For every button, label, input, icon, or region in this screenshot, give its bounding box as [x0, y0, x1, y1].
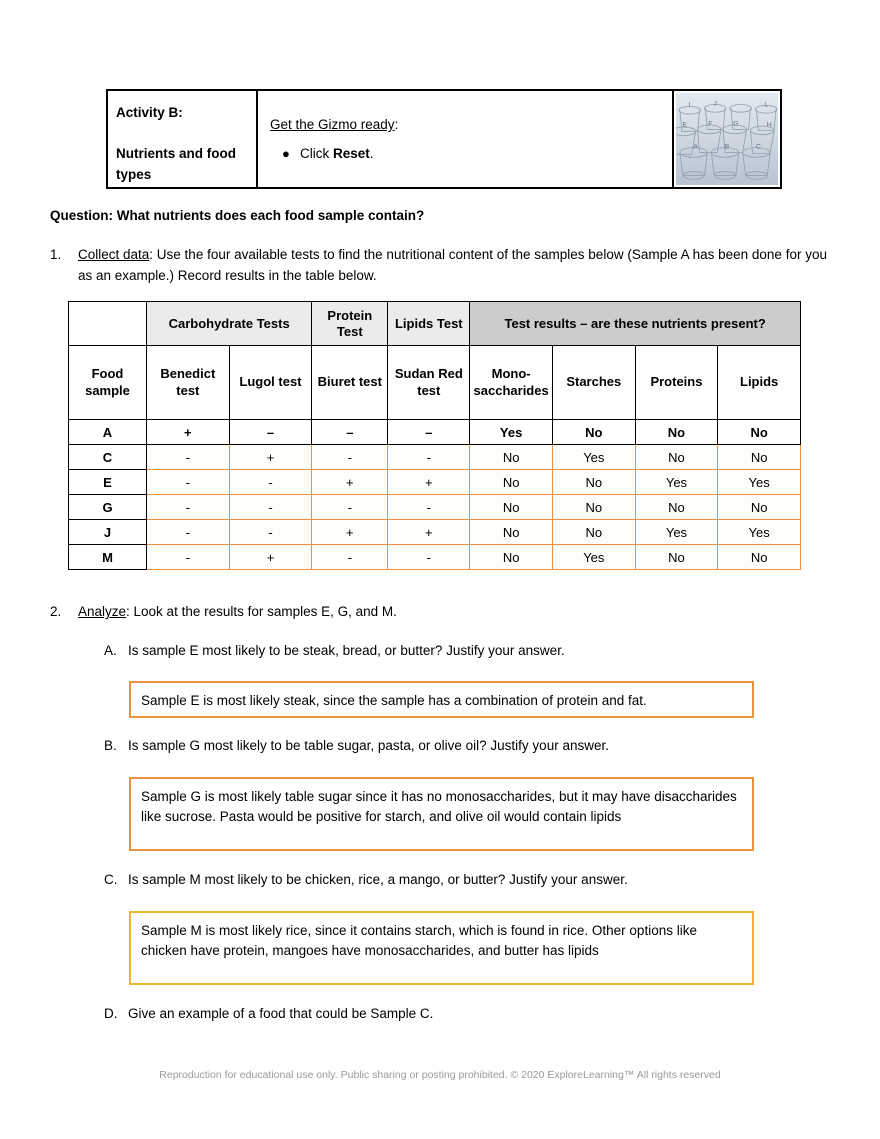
sub-question-c-letter: C. — [104, 872, 118, 887]
cell-sudan-red[interactable]: - — [388, 545, 470, 570]
cell-starches[interactable]: No — [552, 495, 635, 520]
svg-text:I: I — [688, 101, 691, 109]
cell-proteins[interactable]: Yes — [635, 520, 718, 545]
beakers-photo — [676, 93, 778, 185]
cell-biuret[interactable]: - — [312, 445, 388, 470]
sub-question-a-letter: A. — [104, 643, 117, 658]
sub-question-b-prompt: Is sample G most likely to be table sugar, pasta, or olive oil? Justify your answer. — [128, 738, 609, 753]
reset-instruction-prefix: Click — [300, 146, 333, 161]
row-sample-label: G — [69, 495, 147, 520]
sub-question-d-letter: D. — [104, 1006, 118, 1021]
cell-benedict: + — [147, 420, 230, 445]
svg-text:B: B — [724, 143, 730, 151]
column-header-monosaccharides: Mono- saccharides — [470, 346, 553, 420]
answer-box-b[interactable]: Sample G is most likely table sugar since it has no monosaccharides, but it may have disaccharides like sucrose. Pasta would be positive for starch, and olive oil would contain lipids — [129, 777, 754, 851]
collect-data-number: 1. — [50, 247, 62, 262]
cell-monosaccharides[interactable]: No — [470, 545, 553, 570]
analyze-label: Analyze — [78, 604, 127, 619]
question-heading: Question: What nutrients does each food sample contain? — [50, 208, 425, 223]
cell-lugol[interactable]: - — [229, 520, 312, 545]
group-header-blank — [69, 302, 147, 346]
gizmo-thumbnail-cell — [672, 91, 780, 187]
cell-monosaccharides[interactable]: No — [470, 470, 553, 495]
cell-benedict[interactable]: - — [147, 520, 230, 545]
cell-lipids[interactable]: No — [718, 545, 801, 570]
group-header-protein: Protein Test — [312, 302, 388, 346]
table-row — [69, 545, 801, 570]
nutrient-results-table — [68, 301, 801, 570]
group-header-lipids: Lipids Test — [388, 302, 470, 346]
cell-sudan-red[interactable]: - — [388, 445, 470, 470]
cell-lugol[interactable]: - — [229, 470, 312, 495]
cell-sudan-red[interactable]: + — [388, 470, 470, 495]
cell-sudan-red[interactable]: - — [388, 495, 470, 520]
activity-label: Activity B: — [116, 105, 183, 120]
cell-lugol[interactable]: - — [229, 495, 312, 520]
table-column-header-row — [69, 346, 801, 420]
group-header-carbohydrate: Carbohydrate Tests — [147, 302, 312, 346]
reset-instruction-suffix: . — [369, 146, 374, 161]
column-header-lipids: Lipids — [718, 346, 801, 420]
activity-header-box — [106, 89, 782, 189]
svg-text:H: H — [766, 121, 772, 129]
svg-text:C: C — [755, 143, 761, 151]
cell-benedict[interactable]: - — [147, 445, 230, 470]
sub-question-c — [104, 872, 804, 887]
column-header-benedict-test: Benedict test — [147, 346, 230, 420]
cell-sudan-red[interactable]: + — [388, 520, 470, 545]
cell-lipids[interactable]: No — [718, 445, 801, 470]
cell-sudan-red: – — [388, 420, 470, 445]
analyze-number: 2. — [50, 604, 62, 619]
cell-biuret[interactable]: - — [312, 495, 388, 520]
get-gizmo-ready-colon: : — [394, 117, 399, 132]
sub-question-a-prompt: Is sample E most likely to be steak, bread, or butter? Justify your answer. — [128, 643, 565, 658]
column-header-biuret-test: Biuret test — [312, 346, 388, 420]
row-sample-label: C — [69, 445, 147, 470]
table-row — [69, 420, 801, 445]
table-row — [69, 495, 801, 520]
activity-subject: Nutrients and food types — [116, 145, 236, 182]
column-header-food-sample: Food sample — [69, 346, 147, 420]
svg-text:J: J — [713, 100, 717, 108]
answer-box-c[interactable]: Sample M is most likely rice, since it contains starch, which is found in rice. Other options like chicken have protein, mangoes have monosaccharides, and butter has lipids — [129, 911, 754, 985]
svg-text:G: G — [733, 120, 739, 128]
svg-text:A: A — [693, 143, 698, 151]
sub-question-b-letter: B. — [104, 738, 117, 753]
cell-monosaccharides[interactable]: No — [470, 520, 553, 545]
cell-monosaccharides: Yes — [470, 420, 553, 445]
row-sample-label: E — [69, 470, 147, 495]
cell-proteins[interactable]: No — [635, 545, 718, 570]
row-sample-label: A — [69, 420, 147, 445]
reset-button-name: Reset — [333, 146, 370, 161]
beakers-illustration — [676, 93, 778, 185]
cell-lipids[interactable]: Yes — [718, 470, 801, 495]
collect-data-text: : Use the four available tests to find the nutritional content of the samples below (Sample A has been done for you as an example.) Record results in the table below. — [78, 247, 827, 283]
cell-proteins[interactable]: No — [635, 445, 718, 470]
cell-benedict[interactable]: - — [147, 495, 230, 520]
cell-biuret: – — [312, 420, 388, 445]
cell-starches: No — [552, 420, 635, 445]
svg-text:E: E — [682, 121, 688, 129]
cell-benedict[interactable]: - — [147, 470, 230, 495]
row-sample-label: M — [69, 545, 147, 570]
cell-lugol[interactable]: + — [229, 545, 312, 570]
answer-box-a[interactable]: Sample E is most likely steak, since the sample has a combination of protein and fat. — [129, 681, 754, 718]
cell-starches[interactable]: Yes — [552, 445, 635, 470]
get-gizmo-ready-line — [270, 117, 672, 132]
cell-lugol: – — [229, 420, 312, 445]
cell-lipids: No — [718, 420, 801, 445]
collect-data-body — [78, 245, 840, 287]
cell-proteins[interactable]: Yes — [635, 470, 718, 495]
activity-title-cell — [108, 91, 258, 187]
svg-text:F: F — [708, 120, 713, 128]
column-header-starches: Starches — [552, 346, 635, 420]
group-header-test-results: Test results – are these nutrients present? — [470, 302, 801, 346]
cell-proteins: No — [635, 420, 718, 445]
cell-monosaccharides[interactable]: No — [470, 445, 553, 470]
table-row — [69, 445, 801, 470]
copyright-footer: Reproduction for educational use only. Public sharing or posting prohibited. © 2020 ExploreLearning™ All rights reserved — [159, 1069, 721, 1081]
bullet-icon: ● — [282, 146, 290, 161]
analyze-text: : Look at the results for samples E, G, and M. — [126, 604, 397, 619]
cell-lugol[interactable]: + — [229, 445, 312, 470]
sub-question-b — [104, 738, 804, 753]
table-row — [69, 470, 801, 495]
collect-data-label: Collect data — [78, 247, 150, 262]
cell-starches[interactable]: No — [552, 470, 635, 495]
column-header-proteins: Proteins — [635, 346, 718, 420]
sub-question-d-prompt: Give an example of a food that could be Sample C. — [128, 1006, 434, 1021]
analyze-body — [78, 604, 840, 619]
cell-monosaccharides[interactable]: No — [470, 495, 553, 520]
column-header-sudan-red-test: Sudan Red test — [388, 346, 470, 420]
collect-data-item — [50, 245, 840, 287]
cell-biuret[interactable]: + — [312, 520, 388, 545]
cell-biuret[interactable]: - — [312, 545, 388, 570]
cell-biuret[interactable]: + — [312, 470, 388, 495]
table-group-header-row — [69, 302, 801, 346]
column-header-lugol-test: Lugol test — [229, 346, 312, 420]
cell-benedict[interactable]: - — [147, 545, 230, 570]
cell-lipids[interactable]: No — [718, 495, 801, 520]
cell-proteins[interactable]: No — [635, 495, 718, 520]
analyze-item — [50, 604, 840, 619]
cell-lipids[interactable]: Yes — [718, 520, 801, 545]
get-gizmo-ready-heading: Get the Gizmo ready — [270, 117, 395, 132]
reset-instruction — [270, 146, 672, 161]
cell-starches[interactable]: No — [552, 520, 635, 545]
svg-text:L: L — [764, 101, 769, 109]
cell-starches[interactable]: Yes — [552, 545, 635, 570]
row-sample-label: J — [69, 520, 147, 545]
activity-instructions-cell — [258, 91, 672, 187]
sub-question-c-prompt: Is sample M most likely to be chicken, rice, a mango, or butter? Justify your answer. — [128, 872, 628, 887]
sub-question-a — [104, 643, 804, 658]
table-row — [69, 520, 801, 545]
sub-question-d — [104, 1006, 804, 1021]
